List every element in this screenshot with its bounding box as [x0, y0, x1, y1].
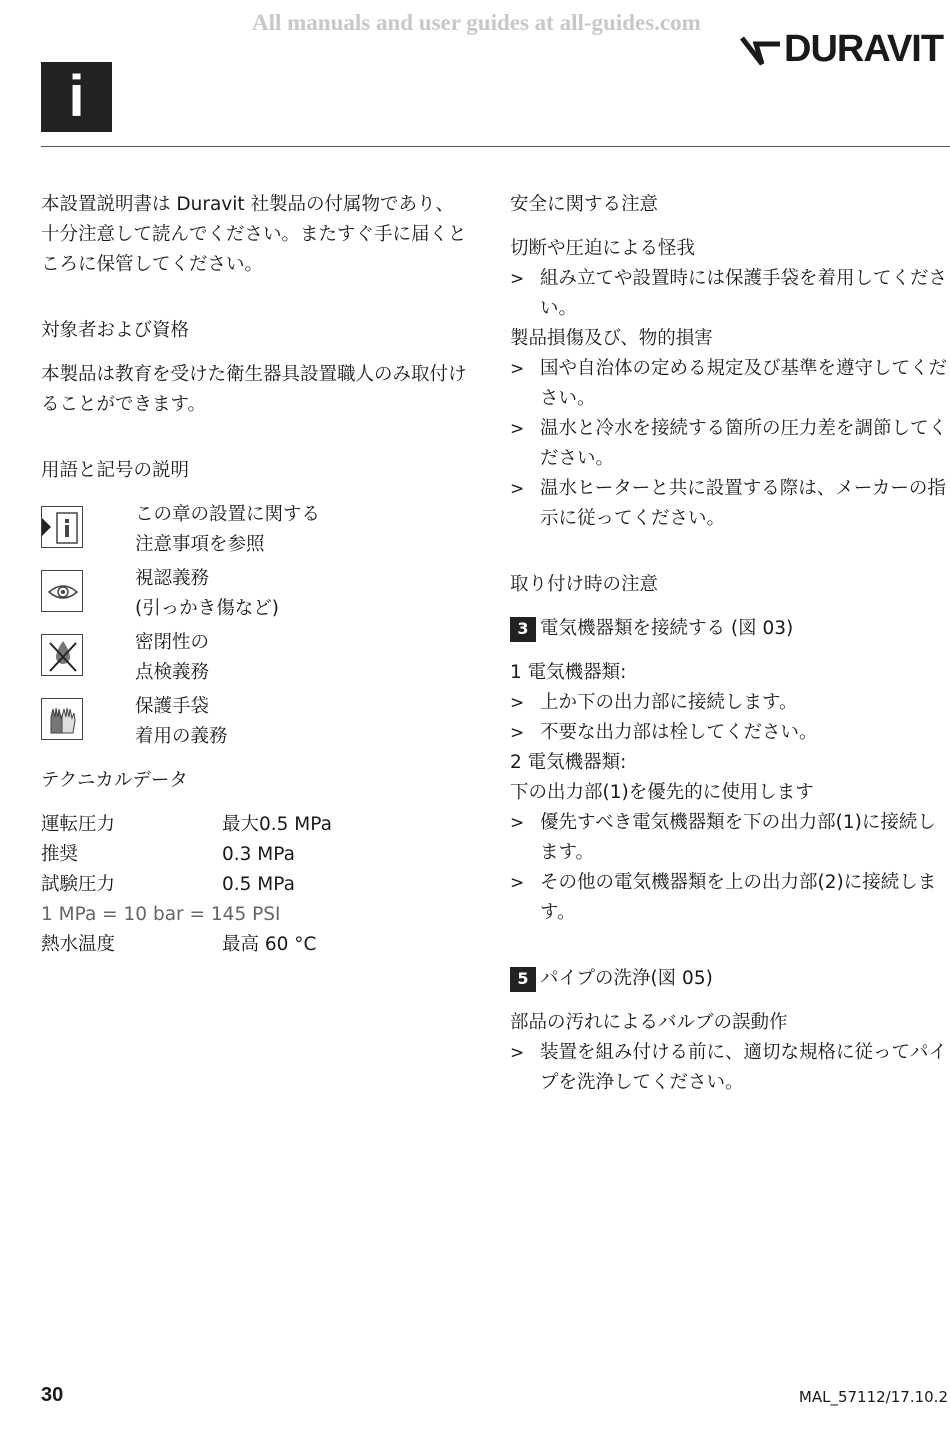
eye-icon	[41, 570, 83, 612]
document-code: MAL_57112/17.10.2	[798, 1388, 948, 1406]
list-item: > 優先すべき電気機器類を下の出力部(1)に接続します。	[510, 808, 950, 868]
symbol-line: 注意事項を参照	[135, 534, 265, 555]
symbols-heading: 用語と記号の説明	[41, 460, 190, 481]
table-row	[41, 810, 332, 840]
symbol-line: 着用の義務	[135, 726, 228, 747]
tech-value: 0.5 MPa	[222, 874, 295, 895]
symbol-text	[135, 628, 209, 688]
list-item: > 不要な出力部は栓してください。	[510, 718, 950, 748]
table-row	[41, 870, 332, 900]
info-section-badge	[41, 62, 112, 132]
step-title: パイプの洗浄(図 05)	[540, 968, 713, 989]
step-title: 電気機器類を接続する (図 03)	[540, 618, 794, 639]
tech-label: 熱水温度	[41, 934, 116, 955]
tech-value: 0.3 MPa	[222, 844, 295, 865]
symbol-line: (引っかき傷など)	[135, 598, 279, 619]
list-item: > 装置を組み付ける前に、適切な規格に従ってパイプを洗浄してください。	[510, 1038, 950, 1098]
step-number-badge: 5	[510, 967, 536, 992]
symbol-text	[135, 692, 228, 752]
target-text: 本製品は教育を受けた衛生器具設置職人のみ取付けることができます。	[41, 364, 467, 415]
symbol-line: 保護手袋	[135, 696, 210, 717]
watermark: All manuals and user guides at all-guides.com	[252, 10, 701, 35]
symbol-text	[135, 500, 320, 560]
step-subheading: 2 電気機器類:	[510, 752, 627, 773]
step-5-heading	[510, 964, 950, 994]
tech-label: 推奨	[41, 844, 79, 865]
tech-data-table	[41, 810, 332, 960]
install-heading: 取り付け時の注意	[510, 574, 659, 595]
symbol-row	[41, 628, 471, 692]
list-item: > 温水と冷水を接続する箇所の圧力差を調節してください。	[510, 414, 950, 474]
symbol-row	[41, 564, 471, 628]
symbol-line: 密閉性の	[135, 632, 210, 653]
symbol-line: 視認義務	[135, 568, 210, 589]
gloves-icon	[41, 698, 83, 740]
table-row	[41, 930, 332, 960]
brand-logo	[740, 24, 950, 74]
tech-value: 最高 60 °C	[222, 934, 317, 955]
damage-heading: 製品損傷及び、物的損害	[510, 328, 713, 349]
symbol-row	[41, 692, 471, 756]
list-item: > 組み立てや設置時には保護手袋を着用してください。	[510, 264, 950, 324]
list-item: > 上か下の出力部に接続します。	[510, 688, 950, 718]
safety-heading: 安全に関する注意	[510, 194, 659, 215]
header-divider	[41, 146, 950, 147]
step-text: 下の出力部(1)を優先的に使用します	[510, 782, 814, 803]
info-reference-icon	[41, 506, 83, 548]
step-subheading: 1 電気機器類:	[510, 662, 627, 683]
info-badge-letter: i	[68, 64, 85, 129]
tech-label: 試験圧力	[41, 874, 116, 895]
list-item: > 温水ヒーターと共に設置する際は、メーカーの指示に従ってください。	[510, 474, 950, 534]
step-subheading: 部品の汚れによるバルブの誤動作	[510, 1012, 788, 1033]
list-item: > 国や自治体の定める規定及び基準を遵守してください。	[510, 354, 950, 414]
table-row	[41, 840, 332, 870]
step-3-heading	[510, 614, 950, 644]
tech-value: 最大0.5 MPa	[222, 814, 332, 835]
right-column	[510, 190, 950, 1098]
leak-check-icon	[41, 634, 83, 676]
list-item: > その他の電気機器類を上の出力部(2)に接続します。	[510, 868, 950, 928]
page-number: 30	[41, 1384, 64, 1406]
brand-name: DURAVIT	[784, 28, 944, 70]
tech-conversion: 1 MPa = 10 bar = 145 PSI	[41, 904, 281, 925]
symbol-line: この章の設置に関する	[135, 504, 321, 525]
intro-text: 本設置説明書は Duravit 社製品の付属物であり、十分注意して読んでください。またすぐ手に届くところに保管してください。	[41, 194, 467, 275]
duravit-logo-icon	[740, 30, 784, 70]
left-column	[41, 190, 471, 960]
step-number-badge: 3	[510, 617, 536, 642]
target-heading: 対象者および資格	[41, 320, 190, 341]
tech-label: 運転圧力	[41, 814, 116, 835]
symbol-row	[41, 500, 471, 564]
tech-heading: テクニカルデータ	[41, 770, 188, 791]
symbol-text	[135, 564, 279, 624]
cut-heading: 切断や圧迫による怪我	[510, 238, 696, 259]
table-row	[41, 900, 332, 930]
symbol-line: 点検義務	[135, 662, 210, 683]
